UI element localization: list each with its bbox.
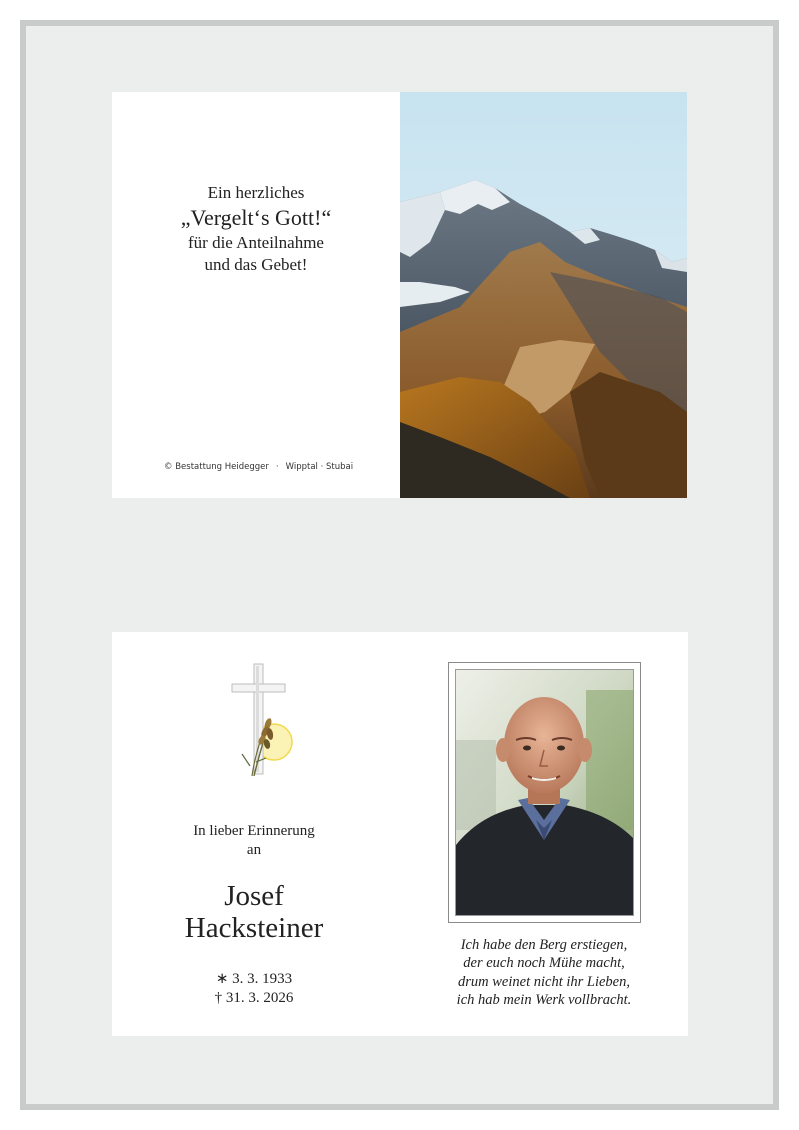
death-date: † 31. 3. 2026 (214, 989, 294, 1006)
remember-line-1: In lieber Erinnerung (193, 823, 315, 839)
poem-line-3: drum weinet nicht ihr Lieben, (458, 973, 630, 990)
portrait-frame (448, 662, 641, 923)
memorial-poem (424, 936, 664, 1010)
cross-with-wheat-icon (224, 654, 304, 784)
funeral-home-credit (164, 462, 353, 472)
poem-line-2: der euch noch Mühe macht, (463, 955, 625, 972)
life-dates (152, 970, 356, 1008)
remember-line-2: an (246, 841, 262, 858)
in-memory-text (152, 822, 356, 860)
credit-separator: · (275, 462, 279, 472)
credit-company: © Bestattung Heidegger (164, 462, 269, 472)
poem-line-4: ich hab mein Werk vollbracht. (456, 992, 632, 1009)
thanks-text (112, 182, 400, 276)
remembrance-card (112, 632, 688, 1036)
last-name: Hacksteiner (184, 912, 324, 945)
portrait-photo (455, 669, 634, 916)
mountain-landscape-image (400, 92, 687, 498)
thanks-line-1: Ein herzliches (207, 183, 305, 202)
thanks-line-2: „Vergelt‘s Gott!“ (180, 205, 332, 231)
thanks-card (112, 92, 687, 498)
first-name: Josef (224, 880, 284, 912)
deceased-name (152, 880, 356, 945)
thanks-line-4: und das Gebet! (204, 254, 308, 274)
poem-line-1: Ich habe den Berg erstiegen, (460, 937, 628, 953)
credit-region: Wipptal · Stubai (285, 462, 354, 472)
birth-date: ∗ 3. 3. 1933 (215, 971, 293, 987)
thanks-line-3: für die Anteilnahme (188, 232, 324, 252)
